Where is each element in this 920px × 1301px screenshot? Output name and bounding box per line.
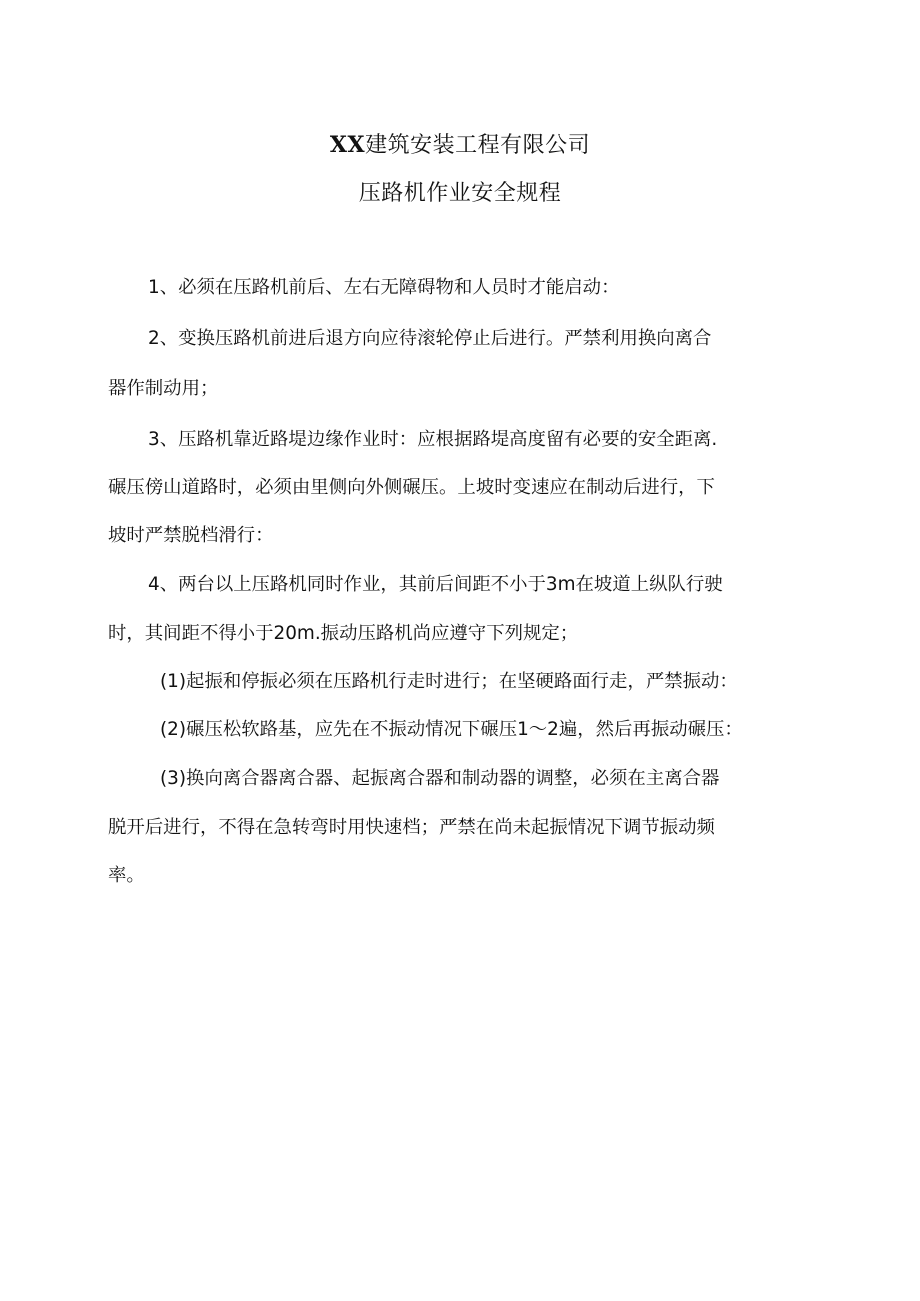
company-title: [0, 128, 920, 159]
rule-4-item-3-line-2: 脱开后进行，不得在急转弯时用快速档；严禁在尚未起振情况下调节振动频: [108, 817, 715, 838]
document-title: 压路机作业安全规程: [358, 181, 562, 206]
rule-3-line-1: 3、压路机靠近路堤边缘作业时：应根据路堤高度留有必要的安全距离.: [148, 429, 718, 450]
rule-4-item-3-line-3: 率。: [108, 865, 145, 886]
rule-4-line-1: 4、两台以上压路机同时作业，其前后间距不小于3m在坡道上纵队行驶: [148, 574, 723, 595]
rule-3-line-3: 坡时严禁脱档滑行：: [108, 525, 274, 546]
company-prefix: XX: [329, 132, 366, 158]
company-name: 建筑安装工程有限公司: [365, 133, 591, 158]
rule-4-item-2: (2)碾压松软路基，应先在不振动情况下碾压1〜2遍，然后再振动碾压：: [160, 719, 743, 740]
rule-1-line-1: 1、必须在压路机前后、左右无障碍物和人员时才能启动：: [148, 277, 620, 298]
rule-4-line-2: 时，其间距不得小于20m.振动压路机尚应遵守下列规定；: [108, 623, 579, 644]
rule-4-item-3-line-1: (3)换向离合器离合器、起振离合器和制动器的调整，必须在主离合器: [160, 768, 720, 789]
rule-3-line-2: 碾压傍山道路时，必须由里侧向外侧碾压。上坡时变速应在制动后进行，下: [108, 477, 715, 498]
rule-2-line-1: 2、变换压路机前进后退方向应待滚轮停止后进行。严禁利用换向离合: [148, 328, 712, 349]
rule-4-item-1: (1)起振和停振必须在压路机行走时进行；在坚硬路面行走，严禁振动：: [160, 671, 738, 692]
rule-2-line-2: 器作制动用；: [108, 378, 219, 399]
